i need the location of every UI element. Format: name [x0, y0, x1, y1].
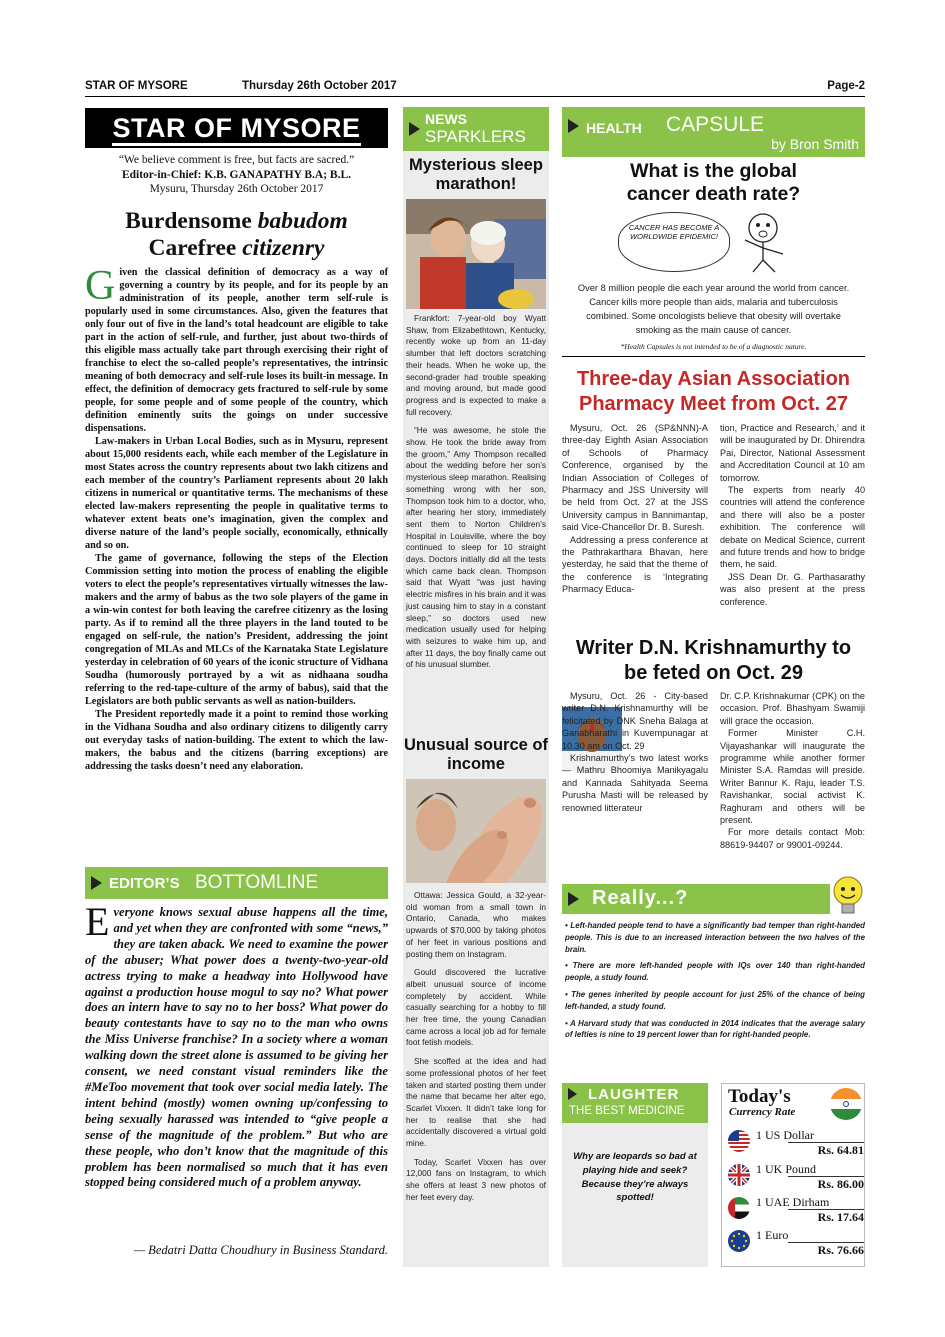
writer-col2: Dr. C.P. Krishnakumar (CPK) on the occasion. Prof. Bhashyam Swamiji will grace the occasion. Former Minister C.H. Vijayashankar will inaugurate the programme while another former Minister S.A. Ramdas will preside. Writer Bannur K. Raju, leader T.S. Ravishankar, social activist K. Raghuram and others will be present. For more details contact Mob: 88619-94407 or 99001-09244. — [720, 691, 865, 850]
bottomline-head-a: EDITOR’S — [109, 875, 180, 892]
sparkler2-title: Unusual source of income — [404, 736, 548, 773]
sparkler2-paragraph: Gould discovered the lucrative albeit unusual source of income completely by accident. While casually searching for a hobby to fill her free time, the young Canadian came across a local job ad for female foot fetish models. — [406, 967, 546, 1048]
sparkler1-paragraph: “He was awesome, he stole the show. He took the bride away from the groom,” Amy Thompson recalled about the wedding before her son’s mysterious sleep marathon. Realising something wrong with her son, Thompson took him to a doctor, who, after hearing her story, immediately sent them to Norton Children’s Hospital in Louisville, where the boy continued to sleep for 10 straight days. Doctors initially did all the tests which came back clean. Thompson said that Wyatt “was just having electric misfires in his brain and it was just causing him to stay in a constant sleep,” so doctors used new medication usually used for helping with seizures to wake him up, and after 11 days, the boy finally came out of his unusual slumber. — [406, 425, 546, 670]
health-question: What is the global cancer death rate? — [626, 160, 801, 205]
rate-row-usd — [722, 1128, 866, 1158]
bottomline-head-b: BOTTOMLINE — [195, 872, 319, 893]
rate-row-gbp — [722, 1162, 866, 1192]
rate-name: 1 UAE Dirham — [756, 1195, 830, 1209]
masthead-info — [85, 153, 388, 197]
sparkler1-title: Mysterious sleep marathon! — [409, 156, 543, 193]
sparkler2-body — [406, 890, 546, 1211]
editorial-dropcap: G — [85, 263, 116, 309]
masthead-logo: STAR OF MYSORE — [85, 108, 388, 148]
rate-value: Rs. 86.00 — [788, 1176, 864, 1192]
really-header — [562, 884, 830, 914]
cartoon-figure-icon — [733, 210, 793, 274]
laughter-head-b: THE BEST MEDICINE — [569, 1105, 685, 1117]
writer-title: Writer D.N. Krishnamurthy to be feted on Oct. 29 — [575, 637, 852, 684]
header-date: Thursday 26th October 2017 — [242, 80, 397, 92]
us-flag-icon — [728, 1130, 750, 1152]
rate-row-aed — [722, 1195, 866, 1225]
sparkler1-paragraph: Frankfort: 7-year-old boy Wyatt Shaw, from Elizabethtown, Kentucky, recently woke up from an 11-day slumber that left doctors scratching their heads. When he woke up, the second-grader had trouble speaking and moving around, but made good progress and is expected to make a full recovery. — [406, 313, 546, 417]
health-head-a: HEALTH — [586, 120, 642, 136]
motto: “We believe comment is free, but facts are sacred.” — [118, 154, 355, 166]
health-body: Over 8 million people die each year around the world from cancer. Cancer kills more people than aids, malaria and tuberculosis combined. Some oncologists believe that obesity will overtake smoking as the main cause of cancer. — [577, 283, 850, 335]
arrow-icon — [568, 119, 579, 133]
rate-value: Rs. 76.66 — [788, 1242, 864, 1258]
currency-subtitle: Currency Rate — [729, 1106, 796, 1118]
sparklers-header — [403, 107, 549, 151]
health-note: *Health Capsules is not intended to be of a diagnostic nature. — [620, 342, 807, 351]
lightbulb-icon — [830, 874, 868, 920]
really-item: • Left-handed people tend to have a significantly bad temper than right-handed people. This is due to an increased interaction between the two halves of the brain. — [565, 921, 865, 954]
joke-question: Why are leopards so bad at playing hide and seek? — [573, 1151, 697, 1176]
editorial-paragraph: The President reportedly made it a point to remind those working in the Vidhana Soudha and also ordinary citizens to diligently carry out everyday tasks of nation-building. The extent to which the law-makers, the babus and the citizens (barring exceptions) are addressing the tasks doesn’t need any elaboration. — [85, 709, 388, 772]
health-divider — [562, 356, 865, 357]
page-header — [85, 80, 865, 96]
rate-name: 1 US Dollar — [756, 1128, 814, 1142]
rate-value: Rs. 64.81 — [788, 1142, 864, 1158]
really-item: • A Harvard study that was conducted in 2014 indicates that the average salary of lefties is nine to 19 percent lower than for right-handed people. — [565, 1018, 865, 1040]
joke-answer: Because they’re always spotted! — [581, 1178, 689, 1204]
uk-flag-icon — [728, 1164, 750, 1186]
currency-title: Today's — [728, 1086, 791, 1107]
feet-photo — [406, 779, 546, 883]
editorial-paragraph: Law-makers in Urban Local Bodies, such as in Mysuru, represent about 15,000 residents each, while each member of the Legislature in most States across the country represents about two lakh citizens and each member of the country’s Parliament represents about 20 lakh citizens in numerical or quantitative terms. The mechanisms of these elected law-makers representing the people in qualitative terms to whatever extent beats one’s imagination, given the complex and diverse nature of the land’s people socially, economically, ethnically and so on. — [85, 436, 388, 551]
laughter-header — [562, 1083, 708, 1123]
pharmacy-col2: tion, Practice and Research,’ and it will be inaugurated by Dr. Dhirendra Pai, Director, National Assessment and Accreditation Council at 10 am tomorrow. The experts from nearly 40 countries will attend the conference and there will also be a poster exhibition. The conference will debate on Medical Science, current and future trends and how to bridge them, he said. JSS Dean Dr. G. Parthasarathy was also present at the press conference. — [720, 423, 865, 607]
uae-flag-icon — [728, 1197, 750, 1219]
writer-col1: Mysuru, Oct. 26 - City-based writer D.N. Krishnamurthy will be felicitated by DNK Sneha Balaga at Ganabharathi in Kuvempunagar at 10.30 am on Oct. 29 Krishnamurthy’s two latest works — Mathru Bhoomiya Manikyagalu and Kannada Sahityada Seema Purusha Masti will be released by renowned litterateur — [562, 691, 708, 813]
health-byline: by Bron Smith — [771, 136, 859, 152]
really-list — [565, 920, 865, 1046]
dateline: Mysuru, Thursday 26th October 2017 — [149, 183, 324, 195]
editorial-paragraph: The game of governance, following the steps of the Election Commission setting into motion the process of enabling the eligible voters to elect the people’s representatives virtually witnesses the law-makers and the army of babus as the two sole players of the game in a win-win contest for both leaving the carefree citizenry as the losing party. As if to remind all the three players in the land touted to be engaged on self-rule, the nation’s President, addressing the joint congregation of MLAs and MLCs of the Karnataka State Legislature yesterday in celebration of 60 years of the iconic structure of Vidhana Soudha (humorously portrayed by a wit as nidhaana soudha referring to the red-tape-culture of the army of babus), said that the Legislators are both public servants as well as nation-builders. — [85, 553, 388, 707]
sleeping-boy-photo — [406, 199, 546, 309]
laughter-joke — [570, 1150, 700, 1205]
rate-value: Rs. 17.64 — [788, 1209, 864, 1225]
sparkler2-paragraph: Today, Scarlet Vixxen has over 12,000 fans on Instagram, to which she offers at least 3 new photos of her feet every day. — [406, 1156, 546, 1202]
really-head: Really...? — [592, 887, 689, 909]
editorial-body — [85, 263, 388, 773]
sparkler2-paragraph: She scoffed at the idea and had some professional photos of her feet taken and started posting them under the name that became her alter ego, Scarlet Vixxen. It didn’t take long for her to realise that she had accidentally discovered a virtual gold mine. — [406, 1056, 546, 1149]
arrow-icon — [568, 1088, 577, 1100]
really-item: • The genes inherited by people account for just 25% of the chance of being left-handed, a study found. — [565, 989, 865, 1011]
health-head-b: CAPSULE — [666, 113, 765, 136]
editor-line: Editor-in-Chief: K.B. GANAPATHY B.A; B.L. — [121, 168, 352, 181]
laughter-head-a: LAUGHTER — [588, 1086, 680, 1103]
bottomline-credit: — Bedatri Datta Choudhury in Business Standard. — [133, 1243, 388, 1257]
header-paper-name: STAR OF MYSORE — [85, 80, 188, 92]
header-page-number: Page-2 — [827, 80, 865, 92]
rate-name: 1 UK Pound — [756, 1162, 817, 1176]
health-header — [562, 107, 865, 157]
eu-flag-icon — [728, 1230, 750, 1252]
arrow-icon — [568, 892, 579, 906]
rate-name: 1 Euro — [756, 1228, 789, 1242]
pharmacy-title: Three-day Asian Association Pharmacy Meet from Oct. 27 — [576, 368, 851, 415]
arrow-icon — [91, 876, 102, 890]
arrow-icon — [409, 122, 420, 136]
currency-box — [721, 1083, 865, 1267]
header-rule — [85, 96, 865, 97]
sparklers-head-b: SPARKLERS — [425, 127, 526, 146]
sparkler2-paragraph: Ottawa: Jessica Gould, a 32-year-old woman from a small town in Ontario, Canada, who makes upwards of $70,000 by taking photos of her feet in various positions and posting them on Instagram. — [406, 890, 546, 959]
rate-row-eur — [722, 1228, 866, 1258]
bottomline-header — [85, 867, 388, 899]
sparklers-head-a: NEWS — [425, 111, 467, 127]
sparkler1-body — [406, 313, 546, 678]
editorial-paragraph: iven the classical definition of democracy as a way of governing a country by its people, and for its people by an administration of its people, another term self-rule is popularly used in some circumstances. Also, given the features that only four out of five in the land’s total headcount are eligible to take part in the action of self-rule, and further, just about two-thirds of this eligible mass actually take part through exercising their right of franchise to elect the so-called people’s representatives, the intrinsic meaning of both democracy and self-rule loses its built-in message. In effect, the definition of democracy gets fractured to self-rule by some people, for some people and of some people of the country, which definition eminently suits the goings on under successive dispensations. — [85, 267, 388, 434]
really-item: • There are more left-handed people with IQs over 140 than right-handed people, a study found. — [565, 961, 865, 983]
india-flag-icon — [830, 1088, 862, 1120]
pharmacy-col1: Mysuru, Oct. 26 (SP&NNN)-A three-day Eighth Asian Association of Schools of Pharmacy Conference, organised by the Indian Association of Colleges of Pharmacy and JSS University will be held from Oct. 27 at the JSS University campus in Bannimantap, said Vice-Chancellor Dr. B. Suresh. Addressing a press conference at the Pathrakarthara Bhavan, here yesterday, he said that the theme of the conference is ‘Integrating Pharmacy Educa- — [562, 423, 708, 595]
bottomline-dropcap: E — [85, 899, 110, 944]
cartoon-speech-bubble: CANCER HAS BECOME A WORLDWIDE EPIDEMIC! — [618, 212, 730, 272]
editorial-title: Burdensome babudom Carefree citizenry — [125, 208, 348, 261]
bottomline-body: Everyone knows sexual abuse happens all the time, and yet when they are confronted with some “news,” they are taken aback. We need to examine the power of the abuser; What power does a twenty-two-year-old actress trying to make a headway into Hollywood have against a production house mogul to say no? What power does an intern have to say no to her boss? What power do beauty contestants have to say no to the man who owns the Miss Universe franchise? In a society where a woman walking down the street alone is assumed to be giving her consent, we need constant visual reminders like the #MeToo movement that took over social media lately. The intent behind (mostly) women owning up/confessing to being sexually harassed was intended to “give people a sense of the magnitude of the problem.” But who are these people, who don’t know that the magnitude of this problem has been normalised so much that it has even stopped being considered much of a problem anyway. — [85, 899, 388, 1190]
